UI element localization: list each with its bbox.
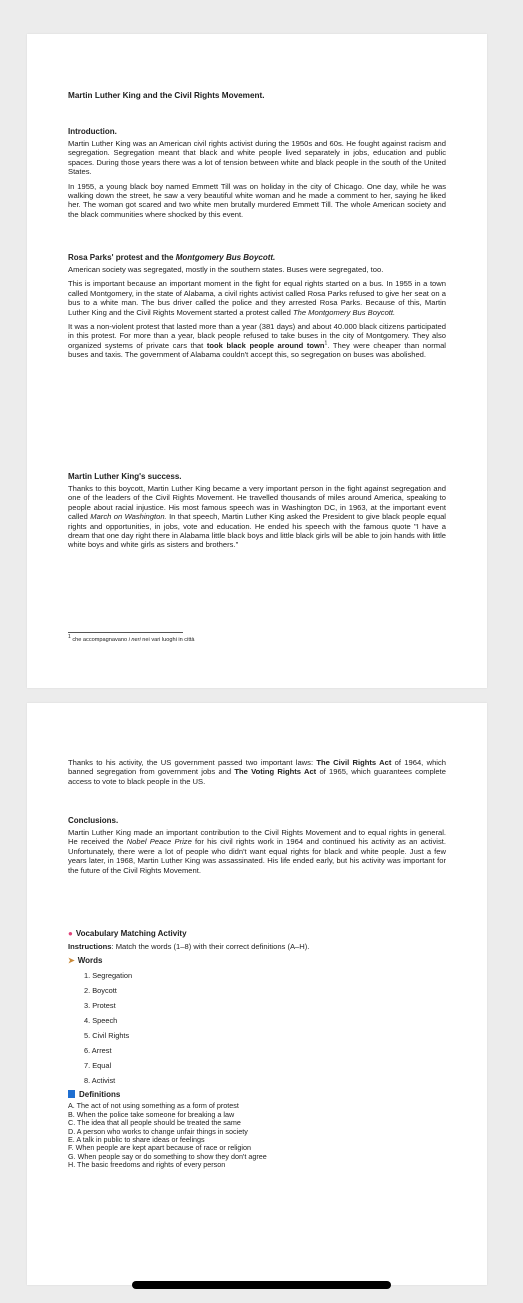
footnote-text-b: nei vari luoghi in città	[140, 637, 195, 643]
document-page-2	[27, 703, 487, 1285]
home-indicator[interactable]	[132, 1281, 391, 1289]
rosa-heading-plain: Rosa Parks' protest and the	[68, 253, 176, 262]
rosa-p3-bold: took black people around town	[206, 340, 325, 350]
rosa-heading-italic: Montgomery Bus Boycott.	[175, 253, 276, 262]
instructions-label: Instructions	[68, 942, 112, 951]
rosa-parks-section	[68, 253, 446, 365]
instructions-text: : Match the words (1–8) with their correct definitions (A–H).	[111, 942, 310, 951]
definition-item: B. When the police take someone for breaking a law	[68, 1109, 235, 1119]
rosa-p2-italic: The Montgomery Bus Boycott.	[292, 307, 396, 317]
rosa-parks-heading	[68, 253, 446, 262]
definition-item: C. The idea that all people should be treated the same	[68, 1118, 241, 1128]
word-item: 4. Speech	[84, 1016, 118, 1026]
book-icon	[68, 1090, 75, 1098]
brain-icon: ●	[68, 929, 73, 938]
footnote-number: 1	[68, 634, 71, 641]
conclusions-section	[68, 816, 446, 880]
nobel-prize-italic: Nobel Peace Prize	[126, 837, 192, 847]
success-text-a: Thanks to this boycott, Martin Luther King became a very important person in the fight against segregation and one of the leaders of the Civil Rights Movement. He travelled thousands of miles around America, speaking to people about racial injustice. His most famous speech was in Washington DC, in 1963, at the important event called	[68, 484, 446, 522]
definitions-heading-text: Definitions	[79, 1090, 121, 1100]
word-item: 7. Equal	[84, 1061, 112, 1071]
laws-text-c: of 1964, which banned segregation from government jobs and	[68, 758, 446, 777]
words-heading	[68, 956, 446, 965]
rosa-p3-text-b: . They were cheaper than normal buses and taxis. The government of Alabama couldn't accept this, so segregation on buses was abolished.	[68, 340, 446, 360]
introduction-section	[68, 127, 446, 224]
success-italic: March on Washington.	[90, 512, 167, 522]
word-item: 8. Activist	[84, 1076, 116, 1086]
definition-item: D. A person who works to change unfair things in society	[68, 1126, 248, 1136]
footnote-divider	[68, 632, 183, 633]
definition-item: A. The act of not using something as a form of protest	[68, 1101, 239, 1111]
conclusions-text-a: Martin Luther King made an important contribution to the Civil Rights Movement and to equal rights in general. He received the	[68, 828, 446, 847]
introduction-paragraph-1: Martin Luther King was an American civil rights activist during the 1950s and 60s. He fought against racism and segregation. Segregation meant that black and white people lived separately in jobs, education and public spaces. During those years there was a lot of tension between white and black people in the south of the United States.	[68, 139, 446, 177]
page-1-content	[68, 91, 446, 100]
words-heading-text: Words	[77, 956, 103, 966]
rosa-paragraph-2	[68, 279, 446, 317]
introduction-heading: Introduction.	[68, 127, 117, 136]
footnote-italic: i neri	[128, 637, 141, 643]
document-title: Martin Luther King and the Civil Rights Movement.	[68, 91, 265, 100]
definitions-list	[68, 1102, 446, 1169]
word-item: 2. Boycott	[84, 986, 117, 996]
pin-icon: ➤	[68, 956, 75, 966]
laws-text-a: Thanks to his activity, the US government passed two important laws:	[68, 758, 317, 767]
footnote-text	[68, 634, 195, 644]
success-heading: Martin Luther King's success.	[68, 472, 182, 481]
word-item: 1. Segregation	[84, 971, 133, 981]
vocabulary-activity	[68, 929, 446, 1170]
footnote-text-a: che accompagnavano	[70, 637, 129, 643]
footnote-marker: 1	[324, 340, 328, 347]
rosa-paragraph-3	[68, 322, 446, 360]
introduction-paragraph-2: In 1955, a young black boy named Emmett Till was on holiday in the city of Chicago. One day, while he was walking down the street, he saw a very beautiful white woman and he made a comment to her, saying he liked her. The woman got scared and two white men brutally murdered Emmett Till. The whole American society and the black communities where shocked by this event.	[68, 181, 446, 219]
success-text-b: In that speech, Martin Luther King asked the President to give black people equal rights and opportunities, in jobs, vote and education. He ended his speech with the famous quote "I have a dream that one day right there in Alabama little black boys and little black girls will be able to join hands with little white boys and white girls as sisters and brothers."	[68, 512, 446, 550]
rosa-paragraph-1: American society was segregated, mostly in the southern states. Buses were segregated, too.	[68, 265, 384, 274]
laws-section	[68, 758, 446, 791]
conclusions-heading: Conclusions.	[68, 816, 119, 825]
document-page-1	[27, 34, 487, 688]
activity-title-text: Vocabulary Matching Activity	[75, 929, 187, 938]
definition-item: H. The basic freedoms and rights of every person	[68, 1160, 226, 1170]
definition-item: G. When people say or do something to show they don't agree	[68, 1151, 267, 1161]
words-list	[68, 968, 446, 1088]
laws-paragraph	[68, 758, 446, 786]
success-paragraph	[68, 484, 446, 550]
conclusions-text-b: for his civil rights work in 1964 and continued his activity as an activist. Unfortunately, there were a lot of people who didn't want equal rights for black and white people. Just a few years later, in 1968, Martin Luther King was assassinated. His life ended early, but his activity was important for the future of the Civil Rights Movement.	[68, 837, 446, 875]
activity-title	[68, 929, 446, 938]
word-item: 3. Protest	[84, 1001, 116, 1011]
rosa-p2-text: This is important because an important moment in the fight for equal rights started on a bus. In 1955 in a town called Montgomery, in the state of Alabama, a civil rights activist called Rosa Parks refused to give her seat on a bus to a white man. The bus driver called the police and they arrested Rosa Parks. Because of this, Martin Luther King and the Civil Rights Movement started a protest called	[68, 279, 446, 317]
activity-instructions	[68, 942, 446, 951]
word-item: 5. Civil Rights	[84, 1031, 130, 1041]
conclusions-paragraph	[68, 828, 446, 875]
definition-item: F. When people are kept apart because of race or religion	[68, 1143, 251, 1153]
laws-text-d: of 1965, which guarantees complete access to vote to black people in the US.	[68, 767, 446, 786]
success-section	[68, 472, 446, 555]
rosa-p3-text-a: It was a non-violent protest that lasted more than a year (381 days) and about 40.000 black citizens participated in this protest. For more than a year, black people refused to take buses in the city of Montgomery. They also organized systems of private cars that	[68, 322, 446, 350]
voting-rights-act: The Voting Rights Act	[234, 767, 317, 777]
civil-rights-act: The Civil Rights Act	[316, 758, 392, 767]
definition-item: E. A talk in public to share ideas or feelings	[68, 1135, 205, 1145]
definitions-heading	[68, 1090, 446, 1099]
word-item: 6. Arrest	[84, 1046, 112, 1056]
